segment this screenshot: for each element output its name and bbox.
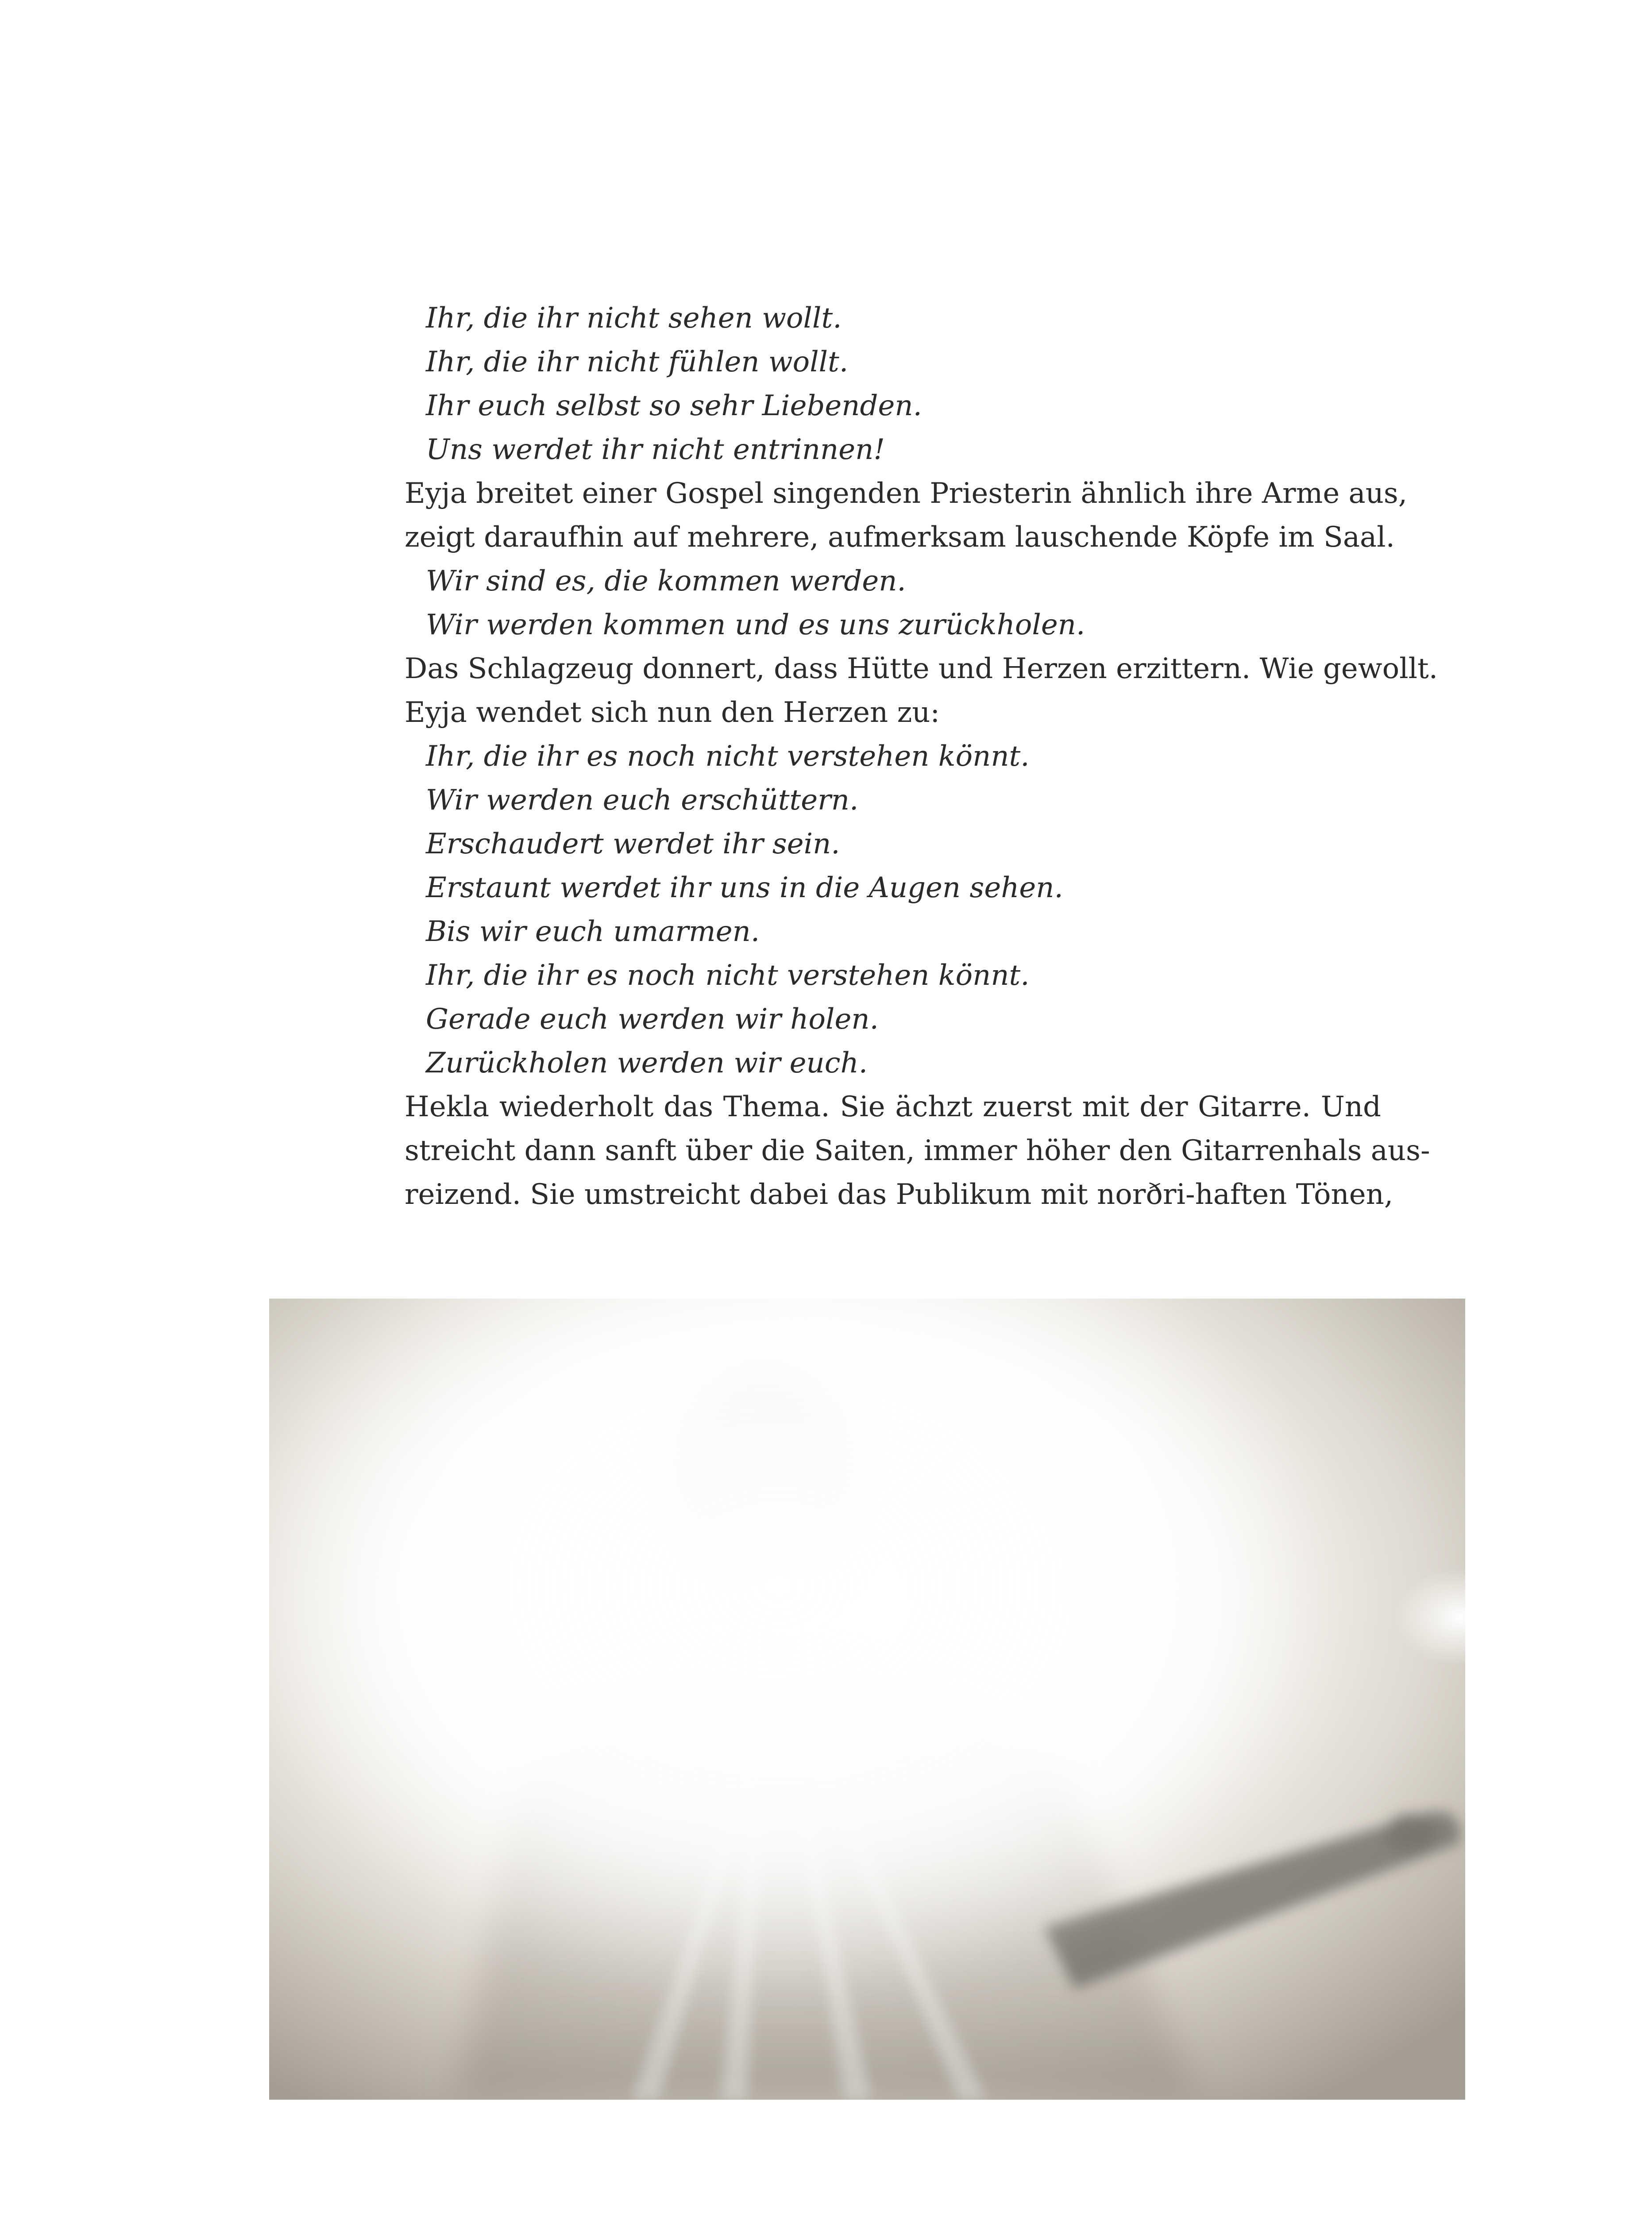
concert-photo xyxy=(269,1299,1465,2100)
verse-line: Ihr, die ihr es noch nicht verstehen könnt. xyxy=(426,740,1030,773)
prose-line: zeigt daraufhin auf mehrere, aufmerksam lauschende Köpfe im Saal. xyxy=(405,521,1395,554)
body-text xyxy=(405,297,1438,1217)
verse-line: Bis wir euch umarmen. xyxy=(426,915,760,948)
verse-line: Ihr, die ihr es noch nicht verstehen könnt. xyxy=(426,959,1030,992)
verse-line: Gerade euch werden wir holen. xyxy=(426,1003,879,1036)
verse-line: Wir werden euch erschüttern. xyxy=(426,784,859,817)
verse-line: Zurückholen werden wir euch. xyxy=(426,1047,868,1080)
prose-line: Das Schlagzeug donnert, dass Hütte und Herzen erzittern. Wie gewollt. xyxy=(405,652,1438,685)
verse-line: Ihr, die ihr nicht fühlen wollt. xyxy=(426,346,849,378)
verse-line: Ihr, die ihr nicht sehen wollt. xyxy=(426,302,842,335)
prose-line: Hekla wiederholt das Thema. Sie ächzt zuerst mit der Gitarre. Und xyxy=(405,1091,1381,1123)
verse-line: Erschaudert werdet ihr sein. xyxy=(426,828,840,860)
verse-line: Uns werdet ihr nicht entrinnen! xyxy=(426,433,885,466)
verse-line: Wir werden kommen und es uns zurückholen. xyxy=(426,609,1085,641)
verse-line: Ihr euch selbst so sehr Liebenden. xyxy=(426,389,922,422)
prose-line: Eyja wendet sich nun den Herzen zu: xyxy=(405,696,940,729)
prose-line: reizend. Sie umstreicht dabei das Publikum mit norðri-haften Tönen, xyxy=(405,1178,1393,1211)
verse-line: Wir sind es, die kommen werden. xyxy=(426,565,906,598)
verse-line: Erstaunt werdet ihr uns in die Augen sehen. xyxy=(426,871,1063,904)
prose-line: streicht dann sanft über die Saiten, immer höher den Gitarrenhals aus- xyxy=(405,1134,1430,1167)
prose-line: Eyja breitet einer Gospel singenden Priesterin ähnlich ihre Arme aus, xyxy=(405,477,1408,510)
